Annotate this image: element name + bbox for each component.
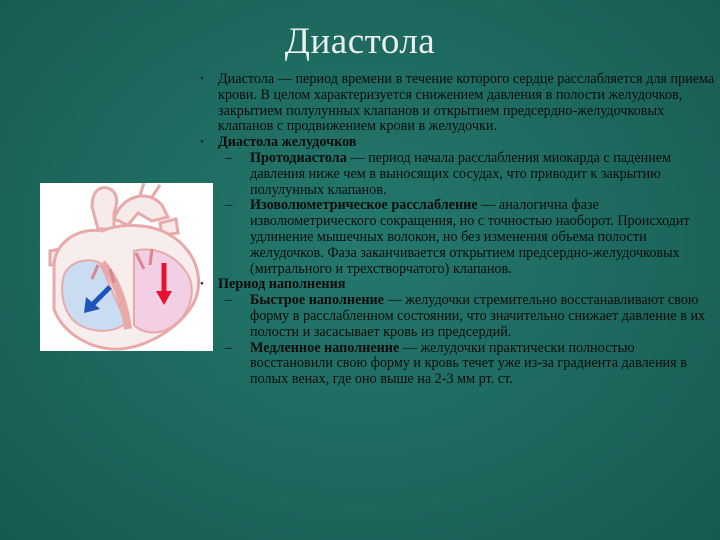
heart-diagram (40, 183, 213, 351)
dash-icon: – (225, 197, 233, 214)
bullet-icon: • (200, 73, 204, 85)
subbullet-isovolumetric-relaxation: – Изоволюметрическое расслабление — аналогична фазе изволюметрического сокращения, но с точностью наоборот. Происходит удлинение мышечных волокон, но без изменения объема полости желудочков. Фаза заканчивается открытием предсердно-желудочковых (митрального и трехстворчатого) клапанов. (225, 197, 690, 277)
dash-icon: – (225, 149, 233, 166)
slide-body (192, 72, 717, 388)
bullet-diastole-definition: • Диастола — период времени в течение которого сердце расслабляется для приема крови. В целом характеризуется снижением давления в полости желудочков, закрытием полулунных клапанов и открытием предсердно-желудочковых клапанов с продвижением крови в желудочки. (200, 71, 715, 135)
heart-diastole-icon (40, 183, 213, 351)
subbullet-rapid-filling: – Быстрое наполнение — желудочки стремительно восстанавливают свою форму в расслабленном состоянии, что значительно снижает давление в их полости и засасывает кровь из предсердий. (225, 292, 706, 340)
dash-icon: – (225, 292, 233, 309)
bullet-icon: • (200, 278, 204, 291)
bullet-icon: • (200, 136, 204, 149)
bullet-ventricular-diastole: • Диастола желудочков (200, 134, 357, 151)
subbullet-slow-filling: – Медленное наполнение — желудочки практически полностью восстановили свою форму и кровь течет уже из-за градиента давления в полых венах, где оно выше на 2-3 мм рт. ст. (225, 339, 687, 388)
bullet-filling-period: • Период наполнения (200, 276, 346, 293)
dash-icon: – (225, 339, 233, 356)
subbullet-protodiastole: – Протодиастола — период начала расслабления миокарда с падением давления ниже чем в выносящих сосудах, что приводит к закрытию полулунных клапанов. (225, 149, 672, 198)
slide-title: Диастола (284, 21, 436, 62)
